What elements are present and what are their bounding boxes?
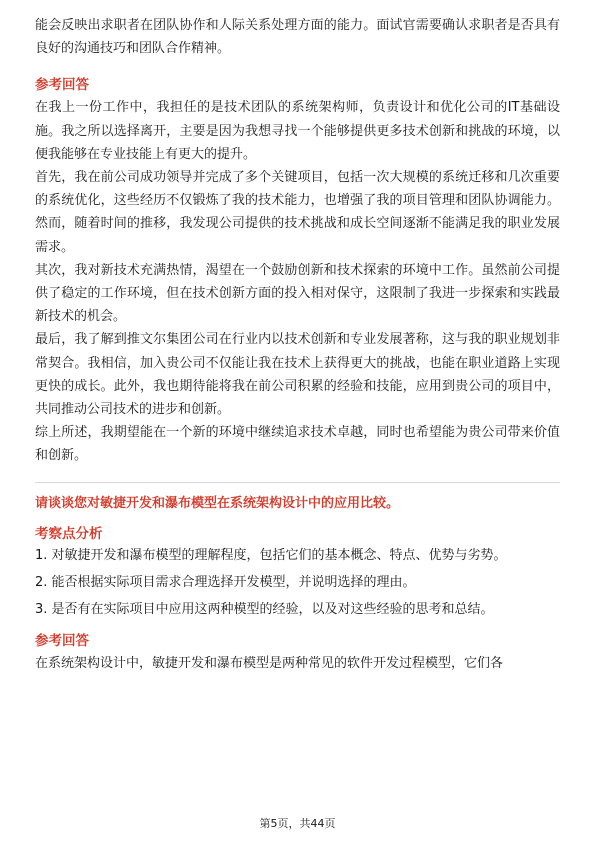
answer-paragraph: 首先，我在前公司成功领导并完成了多个关键项目，包括一次大规模的系统迁移和几次重要的系统优化，这些经历不仅锻炼了我的技术能力，也增强了我的项目管理和团队协调能力。然而，随着时间的推移，我发现公司提供的技术挑战和成长空间逐渐不能满足我的职业发展需求。 (35, 170, 560, 255)
interview-question: 请谈谈您对敏捷开发和瀑布模型在系统架构设计中的应用比较。 (35, 495, 400, 511)
intro-tail-paragraph: 能会反映出求职者在团队协作和人际关系处理方面的能力。面试官需要确认求职者是否具有良好的沟通技巧和团队合作精神。 (35, 18, 560, 57)
answer-paragraph: 其次，我对新技术充满热情，渴望在一个鼓励创新和技术探索的环境中工作。虽然前公司提供了稳定的工作环境，但在技术创新方面的投入相对保守，这限制了我进一步探索和实践最新技术的机会。 (35, 262, 560, 325)
reference-answer-heading: 参考回答 (35, 77, 89, 94)
analysis-point: 2. 能否根据实际项目需求合理选择开发模型，并说明选择的理由。 (35, 574, 416, 590)
answer-paragraph: 在系统架构设计中，敏捷开发和瀑布模型是两种常见的软件开发过程模型，它们各 (35, 655, 504, 671)
analysis-point: 1. 对敏捷开发和瀑布模型的理解程度，包括它们的基本概念、特点、优势与劣势。 (35, 547, 507, 563)
analysis-point: 3. 是否有在实际项目中应用这两种模型的经验，以及对这些经验的思考和总结。 (35, 601, 494, 617)
page-number-footer: 第5页，共44页 (259, 817, 336, 830)
answer-paragraph: 在我上一份工作中，我担任的是技术团队的系统架构师，负责设计和优化公司的IT基础设施。我之所以选择离开，主要是因为我想寻找一个能够提供更多技术创新和挑战的环境，以便我能够在专业技能上有更大的提升。 (35, 100, 560, 162)
section-divider (35, 482, 560, 483)
analysis-heading: 考察点分析 (35, 525, 103, 542)
answer-paragraph: 综上所述，我期望能在一个新的环境中继续追求技术卓越，同时也希望能为贵公司带来价值和创新。 (35, 425, 560, 464)
reference-answer-heading: 参考回答 (35, 632, 89, 649)
answer-paragraph: 最后，我了解到推文尔集团公司在行业内以技术创新和专业发展著称，这与我的职业规划非常契合。我相信，加入贵公司不仅能让我在技术上获得更大的挑战，也能在职业道路上实现更快的成长。此外，我也期待能将我在前公司积累的经验和技能，应用到贵公司的项目中，共同推动公司技术的进步和创新。 (35, 332, 560, 418)
page-content (35, 14, 560, 675)
analysis-points (35, 545, 560, 621)
